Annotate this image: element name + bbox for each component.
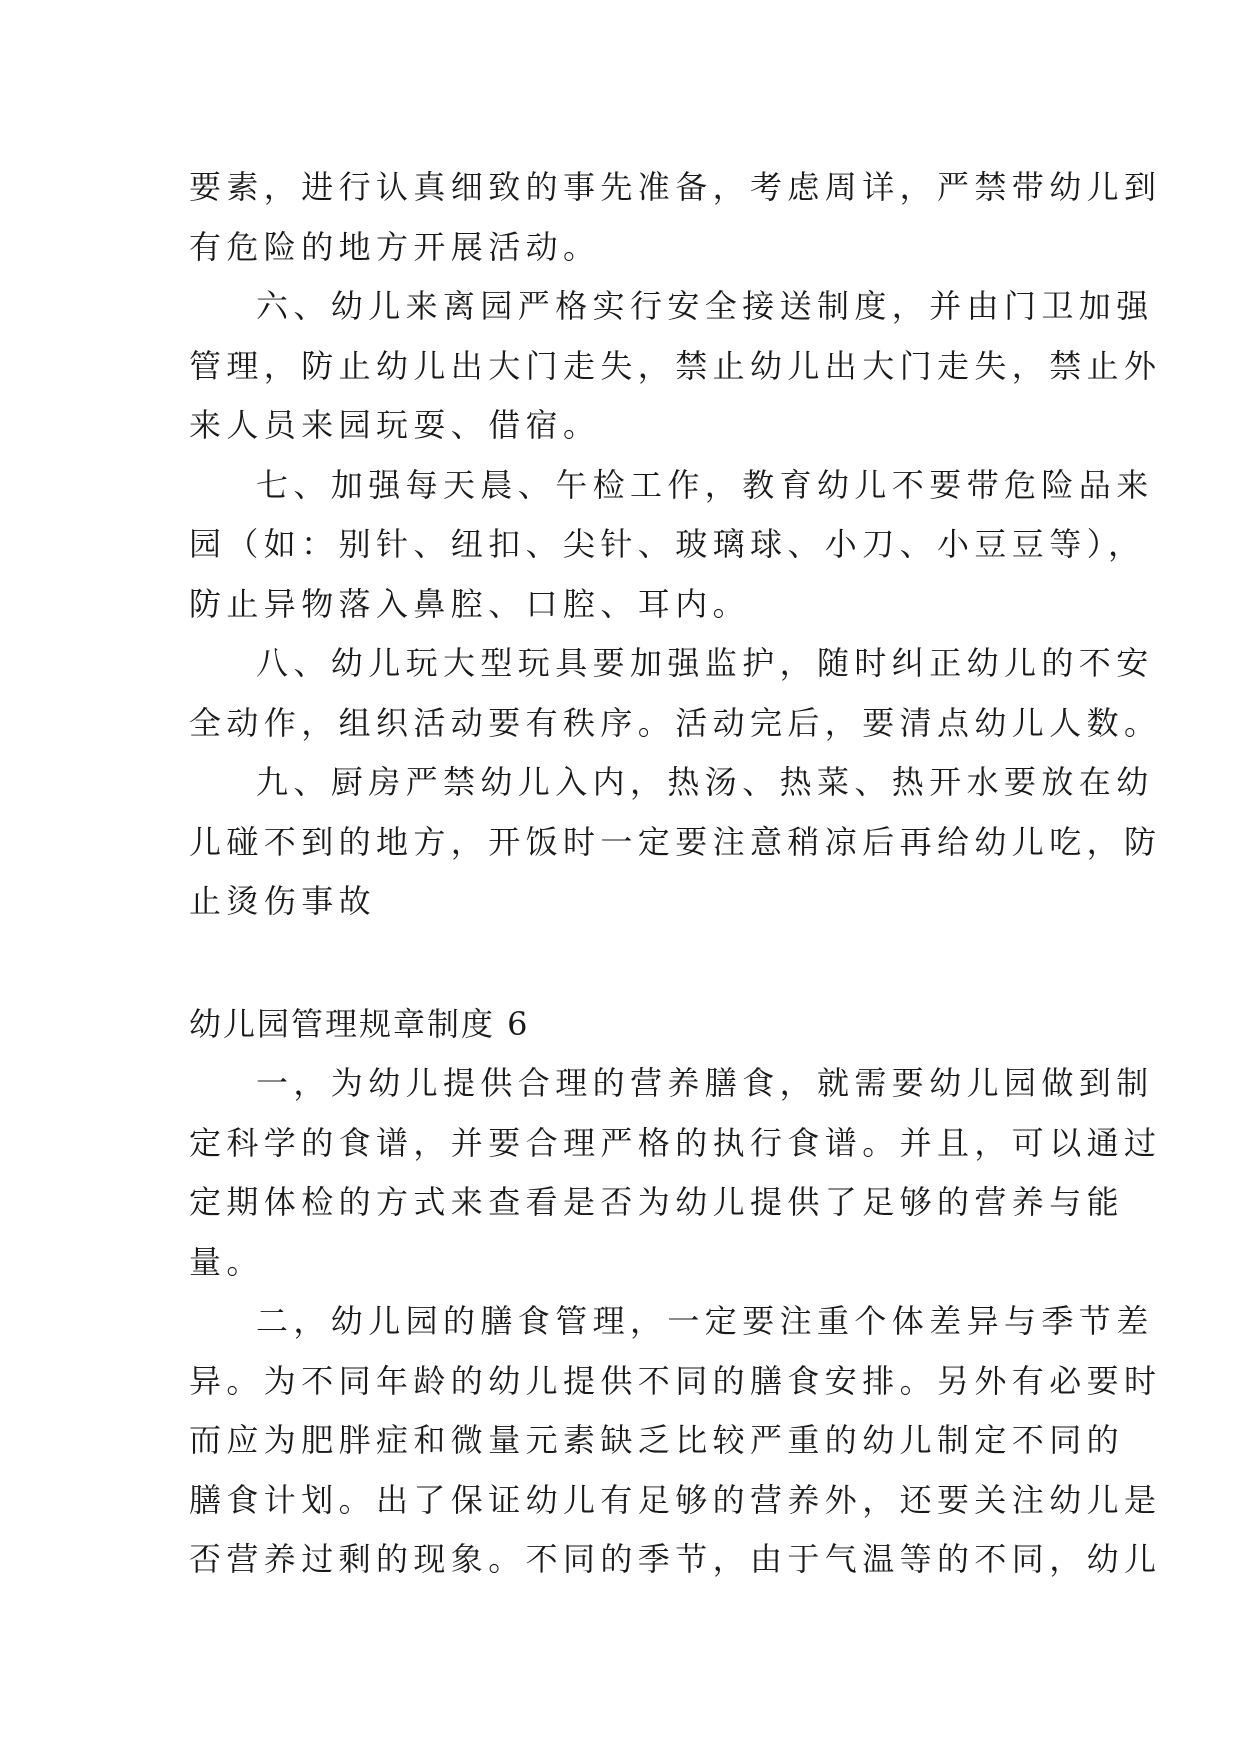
paragraph-section6-2 [189, 1292, 1162, 1590]
section-heading: 幼儿园管理规章制度 6 [189, 1004, 530, 1043]
text-line: 全动作，组织活动要有秩序。活动完后，要清点幼儿人数。 [189, 703, 1162, 742]
text-line: 否营养过剩的现象。不同的季节，由于气温等的不同，幼儿 [189, 1540, 1162, 1578]
document-body [189, 158, 1162, 1590]
text-line: 八、幼儿玩大型玩具要加强监护，随时纠正幼儿的不安 [256, 644, 1154, 682]
text-line: 异。为不同年龄的幼儿提供不同的膳食安排。另外有必要时 [189, 1361, 1162, 1400]
paragraph-section6-1 [189, 1054, 1162, 1292]
text-line: 儿碰不到的地方，开饭时一定要注意稍凉后再给幼儿吃，防 [189, 822, 1162, 861]
text-line: 园（如：别针、纽扣、尖针、玻璃球、小刀、小豆豆等）， [189, 525, 1146, 563]
text-line: 九、厨房严禁幼儿入内，热汤、热菜、热开水要放在幼 [256, 763, 1154, 801]
text-line: 要素，进行认真细致的事先准备，考虑周详，严禁带幼儿到 [189, 168, 1162, 206]
text-line: 防止异物落入鼻腔、口腔、耳内。 [189, 584, 751, 623]
text-line: 一，为幼儿提供合理的营养膳食，就需要幼儿园做到制 [256, 1064, 1154, 1102]
text-line: 管理，防止幼儿出大门走失，禁止幼儿出大门走失，禁止外 [189, 346, 1162, 385]
text-line: 定期体检的方式来查看是否为幼儿提供了足够的营养与能 [189, 1183, 1125, 1221]
paragraph-item-9 [189, 753, 1162, 932]
text-line: 来人员来园玩耍、借宿。 [189, 406, 601, 444]
text-line: 量。 [189, 1242, 264, 1281]
text-line: 而应为肥胖症和微量元素缺乏比较严重的幼儿制定不同的 [189, 1421, 1125, 1459]
text-line: 二，幼儿园的膳食管理，一定要注重个体差异与季节差 [256, 1302, 1154, 1340]
paragraph-item-8 [189, 634, 1162, 753]
paragraph-item-6 [189, 277, 1162, 456]
text-line: 七、加强每天晨、午检工作，教育幼儿不要带危险品来 [256, 465, 1154, 504]
text-line: 有危险的地方开展活动。 [189, 227, 601, 266]
section-spacer [189, 932, 1069, 995]
text-line: 止烫伤事故 [189, 882, 377, 920]
paragraph-item-7 [189, 456, 1154, 635]
text-line: 膳食计划。出了保证幼儿有足够的营养外，还要关注幼儿是 [189, 1480, 1162, 1519]
paragraph-continued [189, 158, 1162, 277]
text-line: 六、幼儿来离园严格实行安全接送制度，并由门卫加强 [256, 287, 1154, 325]
text-line: 定科学的食谱，并要合理严格的执行食谱。并且，可以通过 [189, 1123, 1162, 1162]
